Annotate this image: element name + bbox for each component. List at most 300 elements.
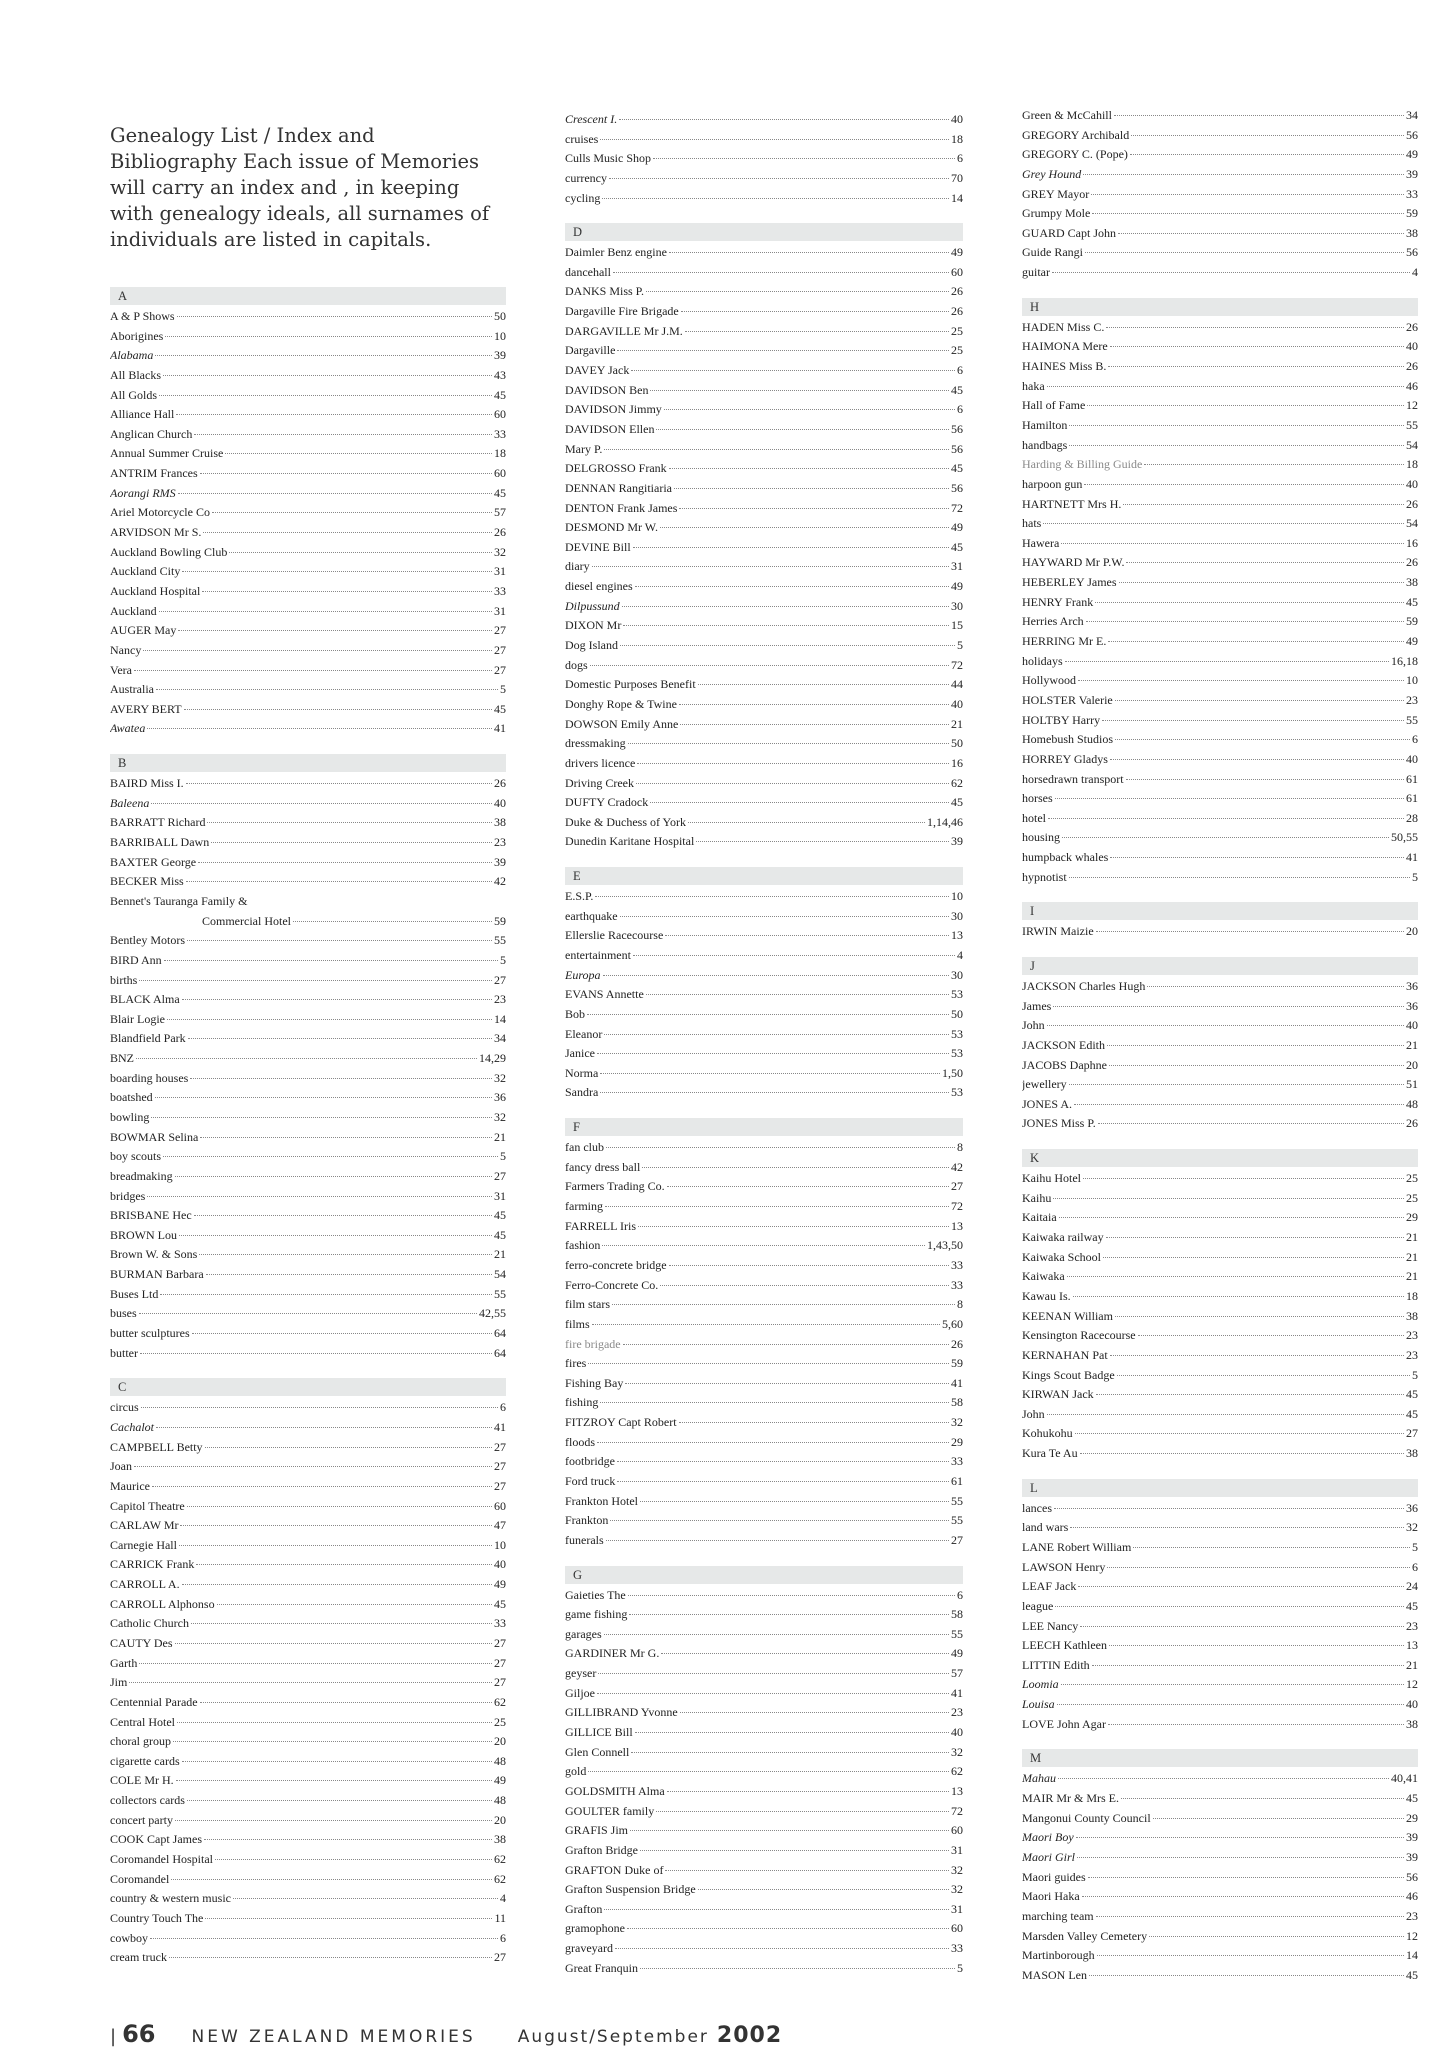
index-entry <box>565 302 963 322</box>
entry-pages: 21 <box>1406 1037 1418 1052</box>
index-entry <box>110 853 506 873</box>
index-entry <box>1022 848 1418 868</box>
entry-pages: 45 <box>494 485 506 500</box>
index-entry <box>110 425 506 445</box>
entry-pages: 21 <box>494 1247 506 1262</box>
dot-leader <box>1055 1605 1404 1607</box>
index-entry <box>1022 1095 1418 1115</box>
dot-leader <box>233 1897 498 1899</box>
entry-term: farming <box>565 1199 603 1214</box>
index-entry <box>1022 1114 1418 1134</box>
page-footer <box>110 2020 1310 2048</box>
entry-pages: 54 <box>494 1267 506 1282</box>
index-entry <box>1022 1809 1418 1829</box>
dot-leader <box>1088 1876 1404 1878</box>
entry-term: fishing <box>565 1395 599 1410</box>
entry-term: Farmers Trading Co. <box>565 1179 665 1194</box>
dot-leader <box>1091 193 1404 195</box>
dot-leader <box>1073 1295 1404 1297</box>
dot-leader <box>159 610 492 612</box>
dot-leader <box>204 1838 492 1840</box>
entry-term: country & western music <box>110 1891 231 1906</box>
index-entry <box>110 912 506 932</box>
dot-leader <box>688 821 925 823</box>
index-entry <box>110 1128 506 1148</box>
entry-term: Kaiwaka <box>1022 1269 1065 1284</box>
entry-term: lances <box>1022 1500 1052 1515</box>
entry-pages: 23 <box>1406 1347 1418 1362</box>
dot-leader <box>603 974 949 976</box>
entry-pages: 45 <box>1406 1406 1418 1421</box>
index-entry <box>565 1064 963 1084</box>
entry-pages: 31 <box>494 564 506 579</box>
entry-term: bridges <box>110 1188 146 1203</box>
dot-leader <box>1047 1024 1404 1026</box>
entry-term: GREGORY C. (Pope) <box>1022 147 1128 162</box>
entry-term: BNZ <box>110 1051 134 1066</box>
entry-term: Great Franquin <box>565 1960 638 1975</box>
index-entry <box>1022 1228 1418 1248</box>
entry-pages: 39 <box>1406 1830 1418 1845</box>
dot-leader <box>187 1799 492 1801</box>
entry-pages: 6 <box>1412 1559 1418 1574</box>
dot-leader <box>633 954 955 956</box>
entry-pages: 53 <box>951 1026 963 1041</box>
entry-term: breadmaking <box>110 1168 173 1183</box>
dot-leader <box>212 511 492 513</box>
dot-leader <box>1053 1197 1404 1199</box>
entry-pages: 33 <box>951 1277 963 1292</box>
entry-pages: 41 <box>951 1685 963 1700</box>
entry-pages: 34 <box>494 1031 506 1046</box>
entry-term: GUARD Capt John <box>1022 225 1117 240</box>
entry-term: Grumpy Mole <box>1022 206 1091 221</box>
index-entry <box>565 985 963 1005</box>
entry-pages: 27 <box>494 1655 506 1670</box>
entry-term: Ellerslie Racecourse <box>565 928 664 943</box>
entry-pages: 18 <box>1406 457 1418 472</box>
dot-leader <box>620 915 949 917</box>
entry-term: GOULTER family <box>565 1803 655 1818</box>
dot-leader <box>628 742 949 744</box>
index-entry <box>1022 711 1418 731</box>
entry-pages: 5 <box>500 952 506 967</box>
entry-term: Kohukohu <box>1022 1426 1073 1441</box>
entry-term: DARGAVILLE Mr J.M. <box>565 323 683 338</box>
entry-term: DENNAN Rangitiaria <box>565 480 672 495</box>
entry-term: Ford truck <box>565 1474 616 1488</box>
dot-leader <box>211 841 492 843</box>
entry-term: DAVIDSON Ben <box>565 382 649 397</box>
entry-term: MAIR Mr & Mrs E. <box>1022 1791 1120 1806</box>
entry-pages: 38 <box>1406 1308 1418 1323</box>
index-entry <box>110 1245 506 1265</box>
dot-leader <box>1086 620 1404 622</box>
entry-term: game fishing <box>565 1607 628 1622</box>
entry-pages: 27 <box>494 1636 506 1650</box>
index-entry <box>1022 514 1418 534</box>
entry-pages: 32 <box>494 1109 506 1124</box>
entry-pages: 23 <box>951 1705 963 1720</box>
entry-term: CAMPBELL Betty <box>110 1439 203 1454</box>
index-entry <box>565 459 963 479</box>
entry-term: KEENAN William <box>1022 1308 1113 1323</box>
section-heading: M <box>1022 1749 1418 1767</box>
dot-leader <box>164 959 498 961</box>
index-entry <box>1022 185 1418 205</box>
dot-leader <box>650 801 949 803</box>
index-entry <box>565 1821 963 1841</box>
dot-leader <box>600 1072 940 1074</box>
entry-pages: 40,41 <box>1391 1771 1418 1786</box>
entry-pages: 25 <box>1406 1190 1418 1205</box>
index-entry <box>565 130 963 150</box>
index-entry <box>1022 1907 1418 1927</box>
entry-term: HORREY Gladys <box>1022 751 1108 766</box>
entry-pages: 4 <box>957 947 963 962</box>
index-entry <box>1022 1326 1418 1346</box>
dot-leader <box>588 1362 949 1364</box>
index-entry <box>1022 789 1418 809</box>
index-entry <box>565 1492 963 1512</box>
entry-term: Marsden Valley Cemetery <box>1022 1928 1148 1943</box>
entry-pages: 27 <box>951 1532 963 1547</box>
entry-term: Anglican Church <box>110 426 193 441</box>
entry-term: LITTIN Edith <box>1022 1657 1090 1672</box>
entry-term: Fishing Bay <box>565 1375 624 1390</box>
dot-leader <box>186 782 492 784</box>
dot-leader <box>215 1858 492 1860</box>
dot-leader <box>628 1594 955 1596</box>
entry-pages: 5 <box>957 1960 963 1975</box>
entry-term: horsedrawn transport <box>1022 771 1124 786</box>
index-entry <box>110 1147 506 1167</box>
dot-leader <box>598 1672 949 1674</box>
dot-leader <box>620 644 955 646</box>
index-entry <box>565 695 963 715</box>
entry-pages: 38 <box>1406 575 1418 590</box>
dot-leader <box>623 1343 949 1345</box>
entry-term: Auckland City <box>110 564 181 579</box>
index-entry <box>1022 1169 1418 1189</box>
entry-pages: 45 <box>1406 1967 1418 1982</box>
index-entry <box>1022 337 1418 357</box>
entry-term: All Golds <box>110 387 158 402</box>
index-entry <box>110 1167 506 1187</box>
entry-pages: 72 <box>951 1199 963 1214</box>
entry-pages: 11 <box>494 1910 506 1925</box>
dot-leader <box>1109 1064 1404 1066</box>
entry-pages: 72 <box>951 657 963 672</box>
entry-term: HAIMONA Mere <box>1022 339 1108 354</box>
entry-term: Martinborough <box>1022 1948 1095 1963</box>
index-entry <box>565 774 963 794</box>
dot-leader <box>1054 1507 1404 1509</box>
index-entry <box>565 1315 963 1335</box>
entry-pages: 40 <box>1406 1018 1418 1033</box>
dot-leader <box>143 649 492 651</box>
entry-term: Culls Music Shop <box>565 151 652 166</box>
dot-leader <box>1130 153 1404 155</box>
entry-term: MASON Len <box>1022 1967 1087 1982</box>
index-entry <box>1022 593 1418 613</box>
index-entry <box>565 1158 963 1178</box>
entry-pages: 33 <box>494 1616 506 1631</box>
index-entry <box>110 1673 506 1693</box>
dot-leader <box>665 1869 949 1871</box>
entry-pages: 29 <box>951 1434 963 1449</box>
entry-pages: 62 <box>951 1764 963 1779</box>
entry-term: Auckland Bowling Club <box>110 544 228 559</box>
dot-leader <box>134 1465 492 1467</box>
entry-pages: 57 <box>494 505 506 520</box>
entry-term: Kaihu Hotel <box>1022 1171 1081 1186</box>
index-entry <box>110 1457 506 1477</box>
dot-leader <box>597 1441 949 1443</box>
entry-term: BECKER Miss <box>110 874 184 889</box>
dot-leader <box>1133 1546 1410 1548</box>
index-entry <box>1022 573 1418 593</box>
index-entry <box>1022 1577 1418 1597</box>
dot-leader <box>1108 1723 1404 1725</box>
entry-pages: 60 <box>951 1823 963 1838</box>
index-entry <box>1022 534 1418 554</box>
index-entry <box>1022 553 1418 573</box>
section-heading: E <box>565 867 963 885</box>
entry-term: Bennet's Tauranga Family & <box>110 893 248 908</box>
entry-pages: 59 <box>1406 206 1418 221</box>
dot-leader <box>155 1096 492 1098</box>
entry-pages: 27 <box>494 972 506 987</box>
entry-pages: 41 <box>951 1375 963 1390</box>
entry-pages: 21 <box>1406 1657 1418 1672</box>
entry-term: JONES A. <box>1022 1096 1073 1111</box>
dot-leader <box>1110 345 1404 347</box>
dot-leader <box>640 1849 949 1851</box>
index-entry <box>1022 1695 1418 1715</box>
entry-term: hotel <box>1022 810 1046 825</box>
entry-pages: 32 <box>951 1862 963 1877</box>
section-heading: L <box>1022 1479 1418 1497</box>
index-section <box>1022 318 1418 888</box>
index-entry <box>565 1664 963 1684</box>
entry-pages: 45 <box>1406 1387 1418 1402</box>
entry-term: GILLICE Bill <box>565 1725 633 1740</box>
entry-term: GREGORY Archibald <box>1022 127 1130 142</box>
entry-term: butter <box>110 1345 138 1360</box>
index-section <box>1022 106 1418 283</box>
entry-pages: 33 <box>1406 186 1418 201</box>
entry-pages: 49 <box>951 245 963 260</box>
entry-pages: 49 <box>951 1646 963 1661</box>
dot-leader <box>1055 797 1404 799</box>
dot-leader <box>588 1770 949 1772</box>
entry-pages: 32 <box>494 1070 506 1085</box>
index-entry <box>565 966 963 986</box>
index-entry <box>110 892 506 912</box>
dot-leader <box>1110 758 1404 760</box>
entry-term: Kensington Racecourse <box>1022 1328 1136 1343</box>
dot-leader <box>1096 1393 1404 1395</box>
index-entry <box>565 1762 963 1782</box>
entry-term: Annual Summer Cruise <box>110 446 224 461</box>
dot-leader <box>165 335 492 337</box>
entry-term: Frankton <box>565 1513 609 1528</box>
index-entry <box>565 1743 963 1763</box>
index-entry <box>1022 243 1418 263</box>
entry-pages: 41 <box>494 721 506 736</box>
index-entry <box>565 518 963 538</box>
dot-leader <box>151 1116 492 1118</box>
dot-leader <box>147 727 492 729</box>
index-entry <box>110 1477 506 1497</box>
entry-term: Frankton Hotel <box>565 1493 638 1508</box>
dot-leader <box>606 1539 949 1541</box>
dot-leader <box>194 1214 492 1216</box>
index-entry <box>110 386 506 406</box>
index-entry <box>565 1625 963 1645</box>
entry-term: CARLAW Mr <box>110 1518 179 1533</box>
entry-term: EVANS Annette <box>565 987 644 1002</box>
index-entry <box>110 680 506 700</box>
entry-term: Sandra <box>565 1085 599 1100</box>
entry-term: boarding houses <box>110 1070 189 1085</box>
page-number: 66 <box>122 2020 156 2048</box>
entry-term: Hamilton <box>1022 417 1068 432</box>
index-entry <box>1022 1656 1418 1676</box>
index-entry <box>1022 1075 1418 1095</box>
index-entry <box>110 1029 506 1049</box>
entry-pages: 56 <box>1406 127 1418 142</box>
dot-leader <box>293 920 492 922</box>
index-entry <box>110 1265 506 1285</box>
dot-leader <box>1138 1334 1404 1336</box>
section-heading: H <box>1022 298 1418 316</box>
dot-leader <box>1080 1452 1404 1454</box>
entry-term: Homebush Studios <box>1022 732 1114 747</box>
entry-pages: 14,29 <box>479 1051 506 1066</box>
entry-term: Dargaville <box>565 343 616 358</box>
entry-pages: 46 <box>1406 378 1418 393</box>
index-entry <box>1022 809 1418 829</box>
dot-leader <box>664 408 955 410</box>
dot-leader <box>140 1352 492 1354</box>
entry-pages: 21 <box>1406 1249 1418 1264</box>
entry-term: Carnegie Hall <box>110 1537 177 1552</box>
entry-pages: 39 <box>494 348 506 363</box>
dot-leader <box>1067 1275 1404 1277</box>
section-heading: A <box>110 287 506 305</box>
entry-pages: 20 <box>494 1812 506 1827</box>
dot-leader <box>173 1740 492 1742</box>
index-entry <box>110 602 506 622</box>
dot-leader <box>1048 817 1404 819</box>
index-entry <box>565 538 963 558</box>
dot-leader <box>182 1760 492 1762</box>
entry-term: HOLSTER Valerie <box>1022 692 1113 707</box>
index-entry <box>110 444 506 464</box>
entry-pages: 27 <box>494 1439 506 1454</box>
entry-pages: 30 <box>951 908 963 923</box>
dot-leader <box>1052 271 1410 273</box>
index-entry <box>565 243 963 263</box>
dot-leader <box>640 1500 949 1502</box>
entry-pages: 45 <box>951 795 963 810</box>
entry-pages: 14 <box>1406 1948 1418 1963</box>
dot-leader <box>650 389 949 391</box>
index-entry <box>110 366 506 386</box>
column-sections <box>110 287 506 1968</box>
entry-term: John <box>1022 1406 1045 1421</box>
index-entry <box>1022 106 1418 126</box>
index-entry <box>110 307 506 327</box>
entry-pages: 60 <box>494 1498 506 1513</box>
entry-term: handbags <box>1022 437 1068 452</box>
index-entry <box>565 1005 963 1025</box>
index-entry <box>1022 612 1418 632</box>
entry-term: Daimler Benz engine <box>565 245 667 260</box>
dot-leader <box>623 624 949 626</box>
entry-pages: 15 <box>951 618 963 633</box>
dot-leader <box>1097 1954 1404 1956</box>
entry-pages: 21 <box>1406 1269 1418 1284</box>
entry-term: dancehall <box>565 264 611 279</box>
entry-term: footbridge <box>565 1454 615 1469</box>
entry-term: births <box>110 972 138 987</box>
dot-leader <box>217 1603 492 1605</box>
entry-term: Kaiwaka railway <box>1022 1230 1104 1245</box>
dot-leader <box>203 531 492 533</box>
entry-term: JACKSON Charles Hugh <box>1022 978 1146 993</box>
dot-leader <box>674 487 949 489</box>
entry-term: BARRATT Richard <box>110 815 206 830</box>
index-entry <box>1022 1715 1418 1735</box>
entry-term: buses <box>110 1306 137 1321</box>
entry-term: haka <box>1022 378 1045 393</box>
entry-term: Coromandel Hospital <box>110 1852 213 1867</box>
dot-leader <box>1061 542 1404 544</box>
index-entry <box>565 1083 963 1103</box>
index-entry <box>565 110 963 130</box>
index-entry <box>1022 1248 1418 1268</box>
index-entry <box>1022 1946 1418 1966</box>
index-entry <box>110 1830 506 1850</box>
entry-term: Aorangi RMS <box>110 485 176 500</box>
entry-term: JACKSON Edith <box>1022 1037 1106 1052</box>
dot-leader <box>177 315 492 317</box>
entry-term: KIRWAN Jack <box>1022 1387 1094 1402</box>
index-entry <box>565 1511 963 1531</box>
index-entry <box>110 1304 506 1324</box>
dot-leader <box>184 708 492 710</box>
entry-pages: 42,55 <box>479 1306 506 1321</box>
dot-leader <box>612 1303 955 1305</box>
index-section <box>1022 922 1418 942</box>
entry-term: Auckland <box>110 603 157 618</box>
index-entry <box>565 1861 963 1881</box>
entry-pages: 55 <box>1406 417 1418 432</box>
entry-pages: 50 <box>951 736 963 751</box>
entry-pages: 38 <box>1406 1716 1418 1731</box>
entry-pages: 8 <box>957 1140 963 1155</box>
entry-pages: 49 <box>951 520 963 535</box>
dot-leader <box>1061 1683 1404 1685</box>
index-entry <box>565 1413 963 1433</box>
entry-term: Centennial Parade <box>110 1694 198 1709</box>
entry-pages: 5 <box>1412 1367 1418 1382</box>
entry-term: CARROLL Alphonso <box>110 1596 215 1611</box>
entry-term: fancy dress ball <box>565 1159 641 1174</box>
